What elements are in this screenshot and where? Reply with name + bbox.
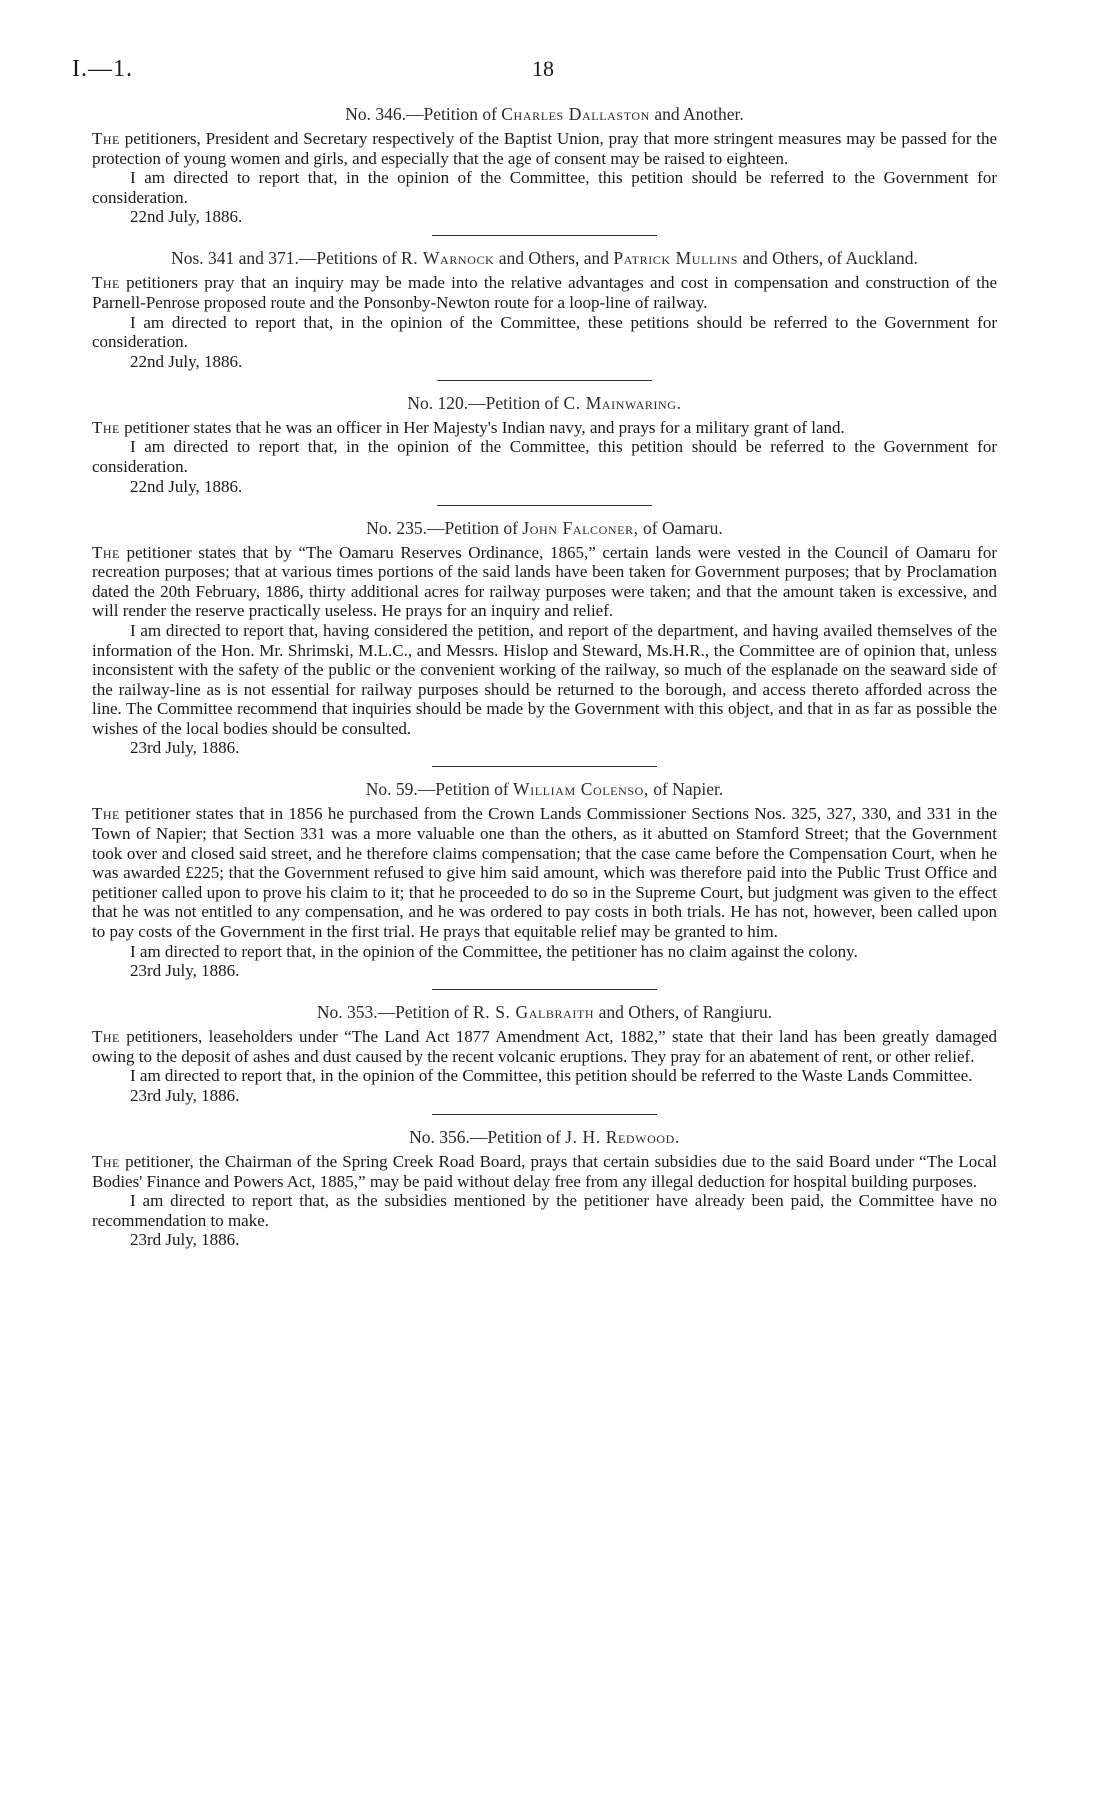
petition-body: The petitioner states that in 1856 he purchased from the Crown Lands Commissioner Sections Nos. 325, 327, 330, and 331 in the Town of Napier; that Section 331 was a more valuable one than the others, as it abutted on Stamford Street; that the Government took over and closed said street, and he therefore claims compensation; that the case came before the Compensation Court, when he was awarded £225; that the Government refused to give him said amount, which was therefore paid into the Public Trust Office and petitioner called upon to prove his claim to it; that he proceeded to do so in the Supreme Court, but judgment was given to the effect that he was not entitled to any compensation, and he was ordered to pay costs in both trials. He has not, however, been called upon to pay costs of the Government in the first trial. He prays that equitable relief may be granted to him. (92, 804, 997, 942)
petitioner-name: C. Mainwaring. (563, 392, 682, 413)
section-divider (437, 380, 652, 381)
report-date: 22nd July, 1886. (130, 351, 243, 371)
report-date: 23rd July, 1886. (130, 1086, 240, 1105)
petition-body: The petitioner states that by “The Oamaru Reserves Ordinance, 1865,” certain lands were vested in the Council of Oamaru for recreation purposes; that at various times portions of the said lands have been taken for Government purposes; that by Proclamation dated the 20th February, 1886, thirty additional acres for railway purposes were taken; and that the amount taken is excessive, and will render the reserve practically useless. He prays for an inquiry and relief. (92, 542, 998, 621)
section-divider (432, 989, 657, 990)
petition-heading: No. 346.—Petition of Charles Dallaston and Another. (345, 104, 744, 124)
committee-report: I am directed to report that, in the opinion of the Committee, this petition should be referred to the Government for consideration. (92, 437, 997, 476)
committee-report: I am directed to report that, as the subsidies mentioned by the petitioner have already been paid, the Committee have no recommendation to make. (92, 1191, 997, 1230)
running-head (72, 56, 1032, 86)
petition-entry (92, 104, 997, 236)
petition-list (92, 104, 997, 1250)
petition-body: The petitioner, the Chairman of the Spring Creek Road Board, prays that certain subsidies due to the said Board under “The Local Bodies' Finance and Powers Act, 1885,” may be paid without delay free from any illegal deduction for hospital building purposes. (92, 1152, 998, 1191)
petition-entry (92, 1127, 997, 1250)
petition-heading: No. 235.—Petition of John Falconer, of Oamaru. (366, 517, 723, 538)
petitioner-name: Charles Dallaston (501, 104, 650, 124)
report-date: 22nd July, 1886. (130, 207, 243, 227)
petition-body: The petitioner states that he was an officer in Her Majesty's Indian navy, and prays for a military grant of land. (92, 417, 845, 437)
committee-report: I am directed to report that, in the opinion of the Committee, this petition should be referred to the Waste Lands Committee. (130, 1066, 973, 1086)
page-number: 18 (532, 56, 554, 81)
report-date: 23rd July, 1886. (130, 738, 240, 758)
section-divider (437, 505, 652, 506)
petition-heading: Nos. 341 and 371.—Petitions of R. Warnock and Others, and Patrick Mullins and Others, of Auckland. (171, 248, 918, 269)
petition-entry (92, 393, 997, 506)
petitioner-name: William Colenso, (513, 779, 649, 800)
report-date: 23rd July, 1886. (130, 961, 240, 981)
committee-report: I am directed to report that, in the opinion of the Committee, the petitioner has no claim against the colony. (130, 941, 858, 961)
section-divider (432, 766, 657, 767)
petition-entry (92, 1002, 997, 1115)
petitioner-name: J. H. Redwood. (565, 1127, 680, 1147)
report-date: 22nd July, 1886. (130, 476, 243, 496)
petition-entry (92, 518, 997, 768)
document-reference: I.—1. (72, 56, 133, 82)
petition-body: The petitioners pray that an inquiry may be made into the relative advantages and cost in compensation and construction of the Parnell-Penrose proposed route and the Ponsonby-Newton route for a loop-line of railway. (92, 273, 997, 312)
committee-report: I am directed to report that, in the opinion of the Committee, these petitions should be referred to the Government for consideration. (92, 312, 997, 352)
petition-body: The petitioners, leaseholders under “The Land Act 1877 Amendment Act, 1882,” state that their land has been greatly damaged owing to the deposit of ashes and dust caused by the recent volcanic eruptions. They pray for an abatement of rent, or other relief. (92, 1027, 997, 1066)
petitioner-name: John Falconer, (522, 517, 639, 538)
petition-heading: No. 356.—Petition of J. H. Redwood. (409, 1127, 680, 1147)
petition-heading: No. 59.—Petition of William Colenso, of Napier. (365, 779, 724, 800)
petition-entry (92, 248, 997, 380)
petition-heading: No. 120.—Petition of C. Mainwaring. (407, 392, 682, 413)
section-divider (432, 235, 657, 236)
petitioner-name: R. Warnock (401, 248, 495, 269)
report-date: 23rd July, 1886. (130, 1230, 240, 1250)
petition-body: The petitioners, President and Secretary respectively of the Baptist Union, pray that more stringent measures may be passed for the protection of young women and girls, and especially that the age of consent may be raised to eighteen. (92, 129, 997, 168)
petition-entry (92, 779, 997, 990)
petition-heading: No. 353.—Petition of R. S. Galbraith and Others, of Rangiuru. (316, 1002, 773, 1023)
section-divider (432, 1114, 657, 1115)
committee-report: I am directed to report that, having considered the petition, and report of the department, and having availed themselves of the information of the Hon. Mr. Shrimski, M.L.C., and Messrs. Hislop and Steward, Ms.H.R., the Committee are of opinion that, unless inconsistent with the safety of the public or the convenient working of the railway, so much of the esplanade on the seaward side of the railway-line as is not essential for railway purposes should be returned to the borough, and access thereto afforded across the line. The Committee recommend that inquiries should be made by the Government with this object, and that in as far as possible the wishes of the local bodies should be consulted. (92, 620, 997, 738)
petitioner-name: R. S. Galbraith (472, 1002, 595, 1023)
committee-report: I am directed to report that, in the opinion of the Committee, this petition should be referred to the Government for consideration. (92, 168, 997, 207)
petitioner-name: Patrick Mullins (613, 248, 739, 269)
